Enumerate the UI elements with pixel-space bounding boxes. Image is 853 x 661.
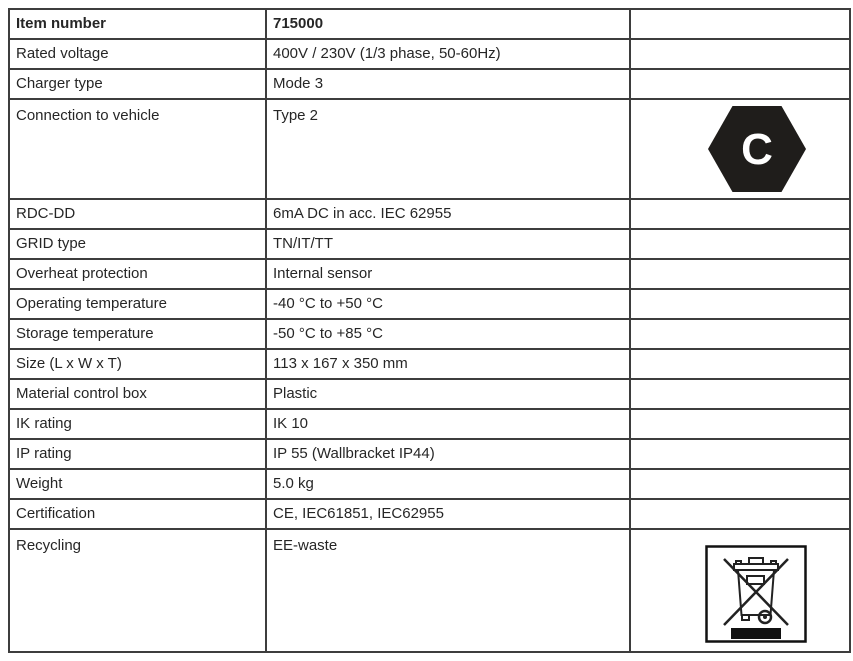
spec-symbol-cell bbox=[630, 259, 850, 289]
spec-symbol-cell bbox=[630, 99, 850, 199]
spec-label: Weight bbox=[16, 475, 63, 492]
type2-hexagon-c-icon bbox=[708, 106, 806, 192]
table-row bbox=[9, 99, 850, 199]
weee-crossed-bin-icon bbox=[705, 545, 807, 643]
spec-label: Operating temperature bbox=[16, 295, 167, 312]
spec-label: Material control box bbox=[16, 385, 147, 402]
spec-value: CE, IEC61851, IEC62955 bbox=[273, 505, 444, 522]
table-row bbox=[9, 319, 850, 349]
spec-symbol-cell bbox=[630, 379, 850, 409]
spec-value: 6mA DC in acc. IEC 62955 bbox=[273, 205, 452, 222]
spec-label: Storage temperature bbox=[16, 325, 154, 342]
table-row bbox=[9, 289, 850, 319]
spec-value-cell bbox=[266, 409, 630, 439]
spec-value-cell bbox=[266, 499, 630, 529]
spec-value: Type 2 bbox=[273, 107, 319, 124]
spec-label-cell bbox=[9, 39, 266, 69]
table-row bbox=[9, 39, 850, 69]
spec-label: RDC-DD bbox=[16, 205, 76, 222]
spec-value: Plastic bbox=[273, 385, 318, 402]
spec-label: Size (L x W x T) bbox=[16, 355, 122, 372]
spec-value: EE-waste bbox=[273, 537, 338, 554]
spec-label: Certification bbox=[16, 505, 96, 522]
table-row bbox=[9, 69, 850, 99]
spec-value: Mode 3 bbox=[273, 75, 324, 92]
spec-symbol-cell bbox=[630, 439, 850, 469]
spec-label: IK rating bbox=[16, 415, 72, 432]
spec-value-cell bbox=[266, 439, 630, 469]
spec-label: IP rating bbox=[16, 445, 72, 462]
spec-value-cell bbox=[266, 99, 630, 199]
spec-value: -40 °C to +50 °C bbox=[273, 295, 383, 312]
table-row bbox=[9, 379, 850, 409]
spec-label-cell bbox=[9, 319, 266, 349]
spec-label-cell bbox=[9, 469, 266, 499]
spec-label-cell bbox=[9, 529, 266, 652]
spec-symbol-cell bbox=[630, 9, 850, 39]
spec-symbol-cell bbox=[630, 69, 850, 99]
spec-label: Charger type bbox=[16, 75, 103, 92]
table-row bbox=[9, 499, 850, 529]
spec-value-cell bbox=[266, 199, 630, 229]
spec-symbol-cell bbox=[630, 499, 850, 529]
spec-label-cell bbox=[9, 499, 266, 529]
weee-icon-holder bbox=[647, 533, 850, 652]
spec-label-cell bbox=[9, 199, 266, 229]
spec-label: Overheat protection bbox=[16, 265, 148, 282]
spec-value: 400V / 230V (1/3 phase, 50-60Hz) bbox=[273, 45, 501, 62]
spec-symbol-cell bbox=[630, 409, 850, 439]
spec-value-cell bbox=[266, 319, 630, 349]
table-row bbox=[9, 199, 850, 229]
spec-value-cell bbox=[266, 69, 630, 99]
spec-value: Internal sensor bbox=[273, 265, 373, 282]
spec-symbol-cell bbox=[630, 529, 850, 652]
spec-label-cell bbox=[9, 69, 266, 99]
spec-label: GRID type bbox=[16, 235, 87, 252]
spec-value: IP 55 (Wallbracket IP44) bbox=[273, 445, 435, 462]
spec-value-cell bbox=[266, 469, 630, 499]
spec-value: TN/IT/TT bbox=[273, 235, 333, 252]
spec-label-cell bbox=[9, 9, 266, 39]
spec-label-cell bbox=[9, 379, 266, 409]
table-row bbox=[9, 9, 850, 39]
spec-symbol-cell bbox=[630, 469, 850, 499]
spec-value: -50 °C to +85 °C bbox=[273, 325, 383, 342]
spec-label-cell bbox=[9, 229, 266, 259]
spec-label: Connection to vehicle bbox=[16, 107, 160, 124]
table-row bbox=[9, 349, 850, 379]
spec-label: Item number bbox=[16, 15, 107, 32]
spec-value-cell bbox=[266, 9, 630, 39]
spec-symbol-cell bbox=[630, 289, 850, 319]
spec-label-cell bbox=[9, 439, 266, 469]
spec-value-cell bbox=[266, 529, 630, 652]
spec-label: Recycling bbox=[16, 537, 82, 554]
spec-value-cell bbox=[266, 289, 630, 319]
spec-value-cell bbox=[266, 349, 630, 379]
table-row bbox=[9, 529, 850, 652]
spec-label-cell bbox=[9, 289, 266, 319]
spec-table bbox=[8, 8, 851, 653]
spec-value: 715000 bbox=[273, 15, 324, 32]
spec-label: Rated voltage bbox=[16, 45, 109, 62]
spec-label-cell bbox=[9, 99, 266, 199]
spec-value: 113 x 167 x 350 mm bbox=[273, 355, 408, 372]
spec-value-cell bbox=[266, 259, 630, 289]
spec-symbol-cell bbox=[630, 229, 850, 259]
spec-symbol-cell bbox=[630, 39, 850, 69]
table-row bbox=[9, 439, 850, 469]
spec-label-cell bbox=[9, 349, 266, 379]
spec-value-cell bbox=[266, 229, 630, 259]
spec-symbol-cell bbox=[630, 349, 850, 379]
spec-value-cell bbox=[266, 379, 630, 409]
table-row bbox=[9, 229, 850, 259]
type2-badge-holder bbox=[648, 100, 850, 198]
spec-label-cell bbox=[9, 259, 266, 289]
table-row bbox=[9, 259, 850, 289]
table-row bbox=[9, 409, 850, 439]
spec-symbol-cell bbox=[630, 319, 850, 349]
spec-value: IK 10 bbox=[273, 415, 309, 432]
spec-value: 5.0 kg bbox=[273, 475, 314, 492]
spec-table-body bbox=[9, 9, 850, 652]
type2-badge-letter: C bbox=[741, 125, 773, 174]
table-row bbox=[9, 469, 850, 499]
spec-symbol-cell bbox=[630, 199, 850, 229]
spec-value-cell bbox=[266, 39, 630, 69]
spec-label-cell bbox=[9, 409, 266, 439]
